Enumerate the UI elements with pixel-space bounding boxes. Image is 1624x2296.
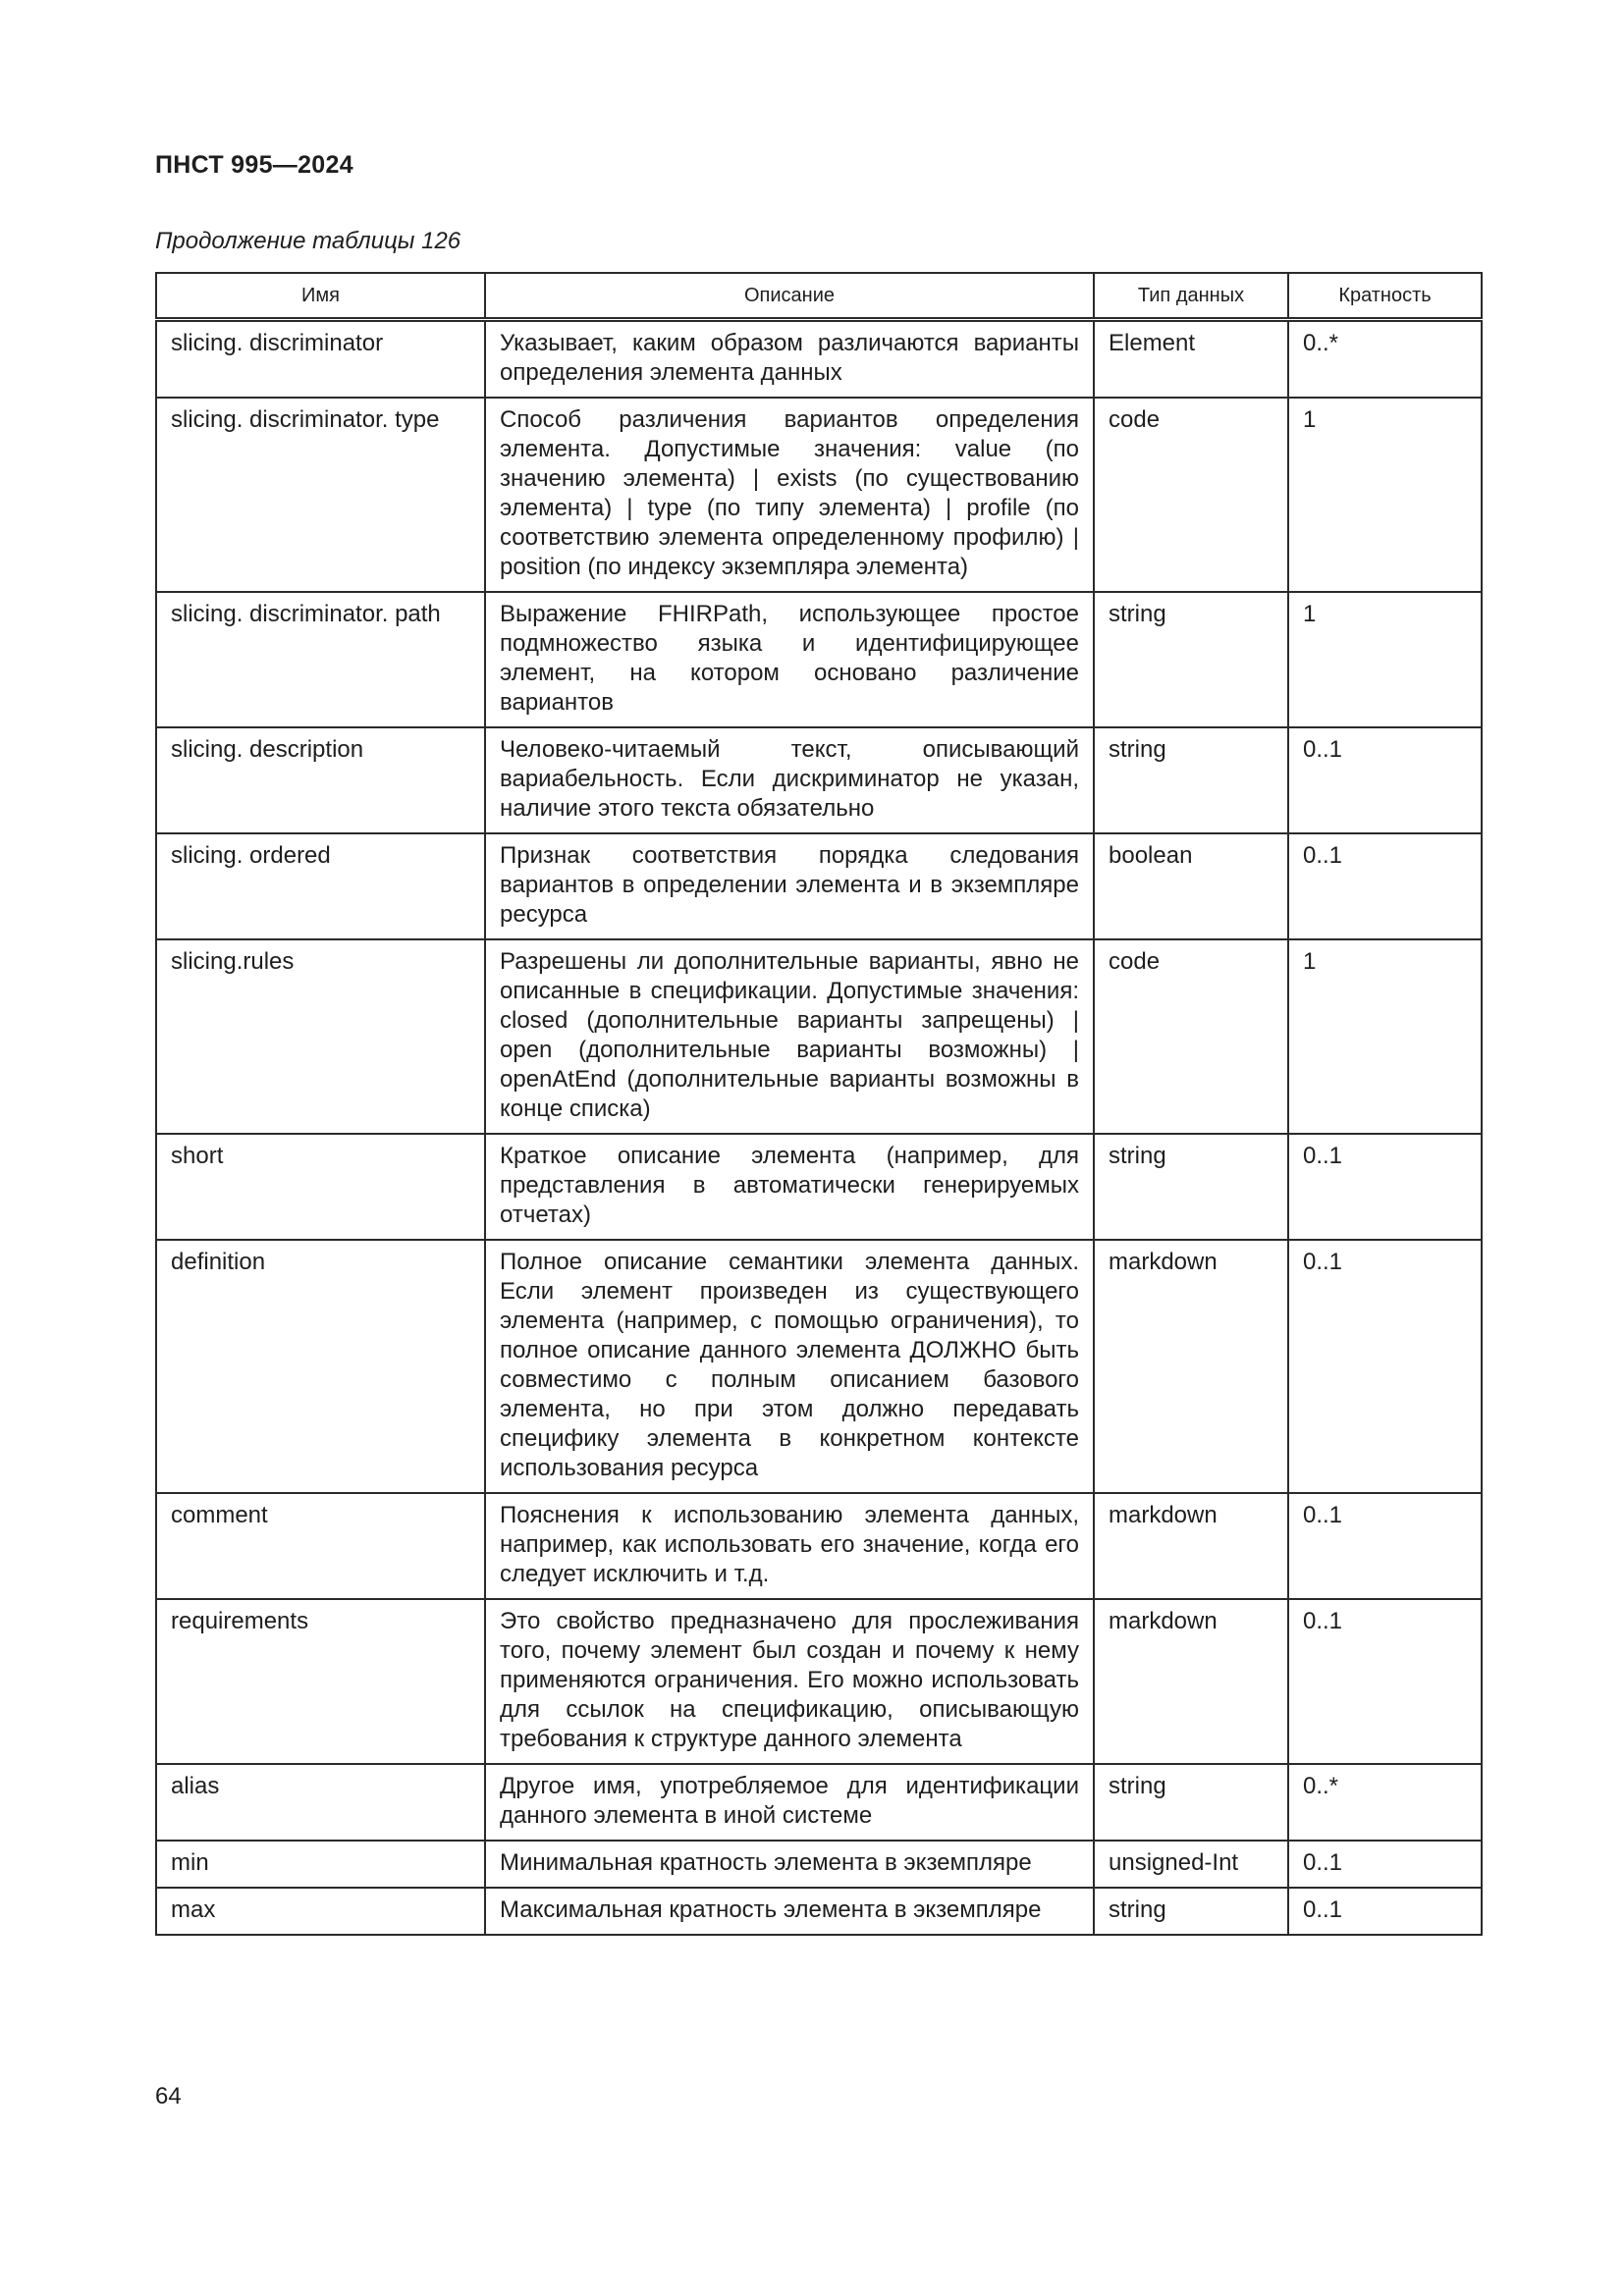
cell-type: string <box>1094 1134 1288 1240</box>
cell-name: slicing. discriminator <box>156 320 485 399</box>
column-header-cardinality: Кратность <box>1288 273 1482 320</box>
cell-type: Element <box>1094 320 1288 399</box>
cell-name: requirements <box>156 1599 485 1764</box>
document-code: ПНСТ 995—2024 <box>155 151 353 179</box>
specification-table <box>155 272 1483 1936</box>
cell-name: slicing. discriminator. type <box>156 398 485 592</box>
cell-name: comment <box>156 1493 485 1599</box>
cell-description: Другое имя, употребляемое для идентификации данного элемента в иной системе <box>485 1764 1094 1841</box>
cell-description: Максимальная кратность элемента в экземпляре <box>485 1888 1094 1935</box>
table-row <box>156 939 1482 1134</box>
cell-type: code <box>1094 939 1288 1134</box>
cell-description: Выражение FHIRPath, использующее простое подмножество языка и идентифицирующее элемент, на котором основано различение вариантов <box>485 592 1094 727</box>
cell-name: slicing. discriminator. path <box>156 592 485 727</box>
table-row <box>156 833 1482 939</box>
cell-name: slicing.rules <box>156 939 485 1134</box>
cell-name: short <box>156 1134 485 1240</box>
cell-cardinality: 1 <box>1288 398 1482 592</box>
cell-description: Минимальная кратность элемента в экземпляре <box>485 1841 1094 1888</box>
cell-type: string <box>1094 1764 1288 1841</box>
table-row <box>156 592 1482 727</box>
table-header-row <box>156 273 1482 320</box>
table-row <box>156 1841 1482 1888</box>
column-header-name: Имя <box>156 273 485 320</box>
table-caption: Продолжение таблицы 126 <box>155 228 461 254</box>
cell-cardinality: 1 <box>1288 939 1482 1134</box>
cell-description: Это свойство предназначено для прослеживания того, почему элемент был создан и почему к нему применяются ограничения. Его можно использовать для ссылок на спецификацию, описывающую требования к структуре данного элемента <box>485 1599 1094 1764</box>
cell-type: unsigned-Int <box>1094 1841 1288 1888</box>
table-row <box>156 320 1482 399</box>
cell-description: Разрешены ли дополнительные варианты, явно не описанные в спецификации. Допустимые значения: closed (дополнительные варианты запрещены) | open (дополнительные варианты возможны) | openAtEnd (дополнительные варианты возможны в конце списка) <box>485 939 1094 1134</box>
table-row <box>156 398 1482 592</box>
table-row <box>156 1764 1482 1841</box>
cell-description: Краткое описание элемента (например, для представления в автоматически генерируемых отчетах) <box>485 1134 1094 1240</box>
table-row <box>156 1599 1482 1764</box>
page-number: 64 <box>155 2083 182 2109</box>
column-header-type: Тип данных <box>1094 273 1288 320</box>
cell-name: max <box>156 1888 485 1935</box>
cell-type: string <box>1094 592 1288 727</box>
cell-cardinality: 0..* <box>1288 320 1482 399</box>
cell-type: markdown <box>1094 1493 1288 1599</box>
cell-description: Способ различения вариантов определения элемента. Допустимые значения: value (по значению элемента) | exists (по существованию элемента) | type (по типу элемента) | profile (по соответствию элемента определенному профилю) | position (по индексу экземпляра элемента) <box>485 398 1094 592</box>
cell-type: markdown <box>1094 1240 1288 1493</box>
cell-name: alias <box>156 1764 485 1841</box>
cell-description: Человеко-читаемый текст, описывающий вариабельность. Если дискриминатор не указан, наличие этого текста обязательно <box>485 727 1094 833</box>
cell-description: Указывает, каким образом различаются варианты определения элемента данных <box>485 320 1094 399</box>
cell-name: definition <box>156 1240 485 1493</box>
cell-description: Полное описание семантики элемента данных. Если элемент произведен из существующего элемента (например, с помощью ограничения), то полное описание данного элемента ДОЛЖНО быть совместимо с полным описанием базового элемента, но при этом должно передавать специфику элемента в конкретном контексте использования ресурса <box>485 1240 1094 1493</box>
cell-type: string <box>1094 1888 1288 1935</box>
cell-cardinality: 0..1 <box>1288 1240 1482 1493</box>
cell-cardinality: 1 <box>1288 592 1482 727</box>
cell-name: slicing. description <box>156 727 485 833</box>
table-row <box>156 1888 1482 1935</box>
cell-cardinality: 0..1 <box>1288 1888 1482 1935</box>
table-row <box>156 727 1482 833</box>
cell-cardinality: 0..* <box>1288 1764 1482 1841</box>
cell-type: boolean <box>1094 833 1288 939</box>
cell-description: Признак соответствия порядка следования вариантов в определении элемента и в экземпляре ресурса <box>485 833 1094 939</box>
cell-cardinality: 0..1 <box>1288 1599 1482 1764</box>
cell-type: markdown <box>1094 1599 1288 1764</box>
cell-type: string <box>1094 727 1288 833</box>
cell-name: min <box>156 1841 485 1888</box>
cell-cardinality: 0..1 <box>1288 833 1482 939</box>
cell-cardinality: 0..1 <box>1288 1841 1482 1888</box>
column-header-description: Описание <box>485 273 1094 320</box>
cell-cardinality: 0..1 <box>1288 1134 1482 1240</box>
table-row <box>156 1134 1482 1240</box>
cell-type: code <box>1094 398 1288 592</box>
cell-cardinality: 0..1 <box>1288 727 1482 833</box>
table-row <box>156 1240 1482 1493</box>
cell-description: Пояснения к использованию элемента данных, например, как использовать его значение, когда его следует исключить и т.д. <box>485 1493 1094 1599</box>
cell-cardinality: 0..1 <box>1288 1493 1482 1599</box>
table-row <box>156 1493 1482 1599</box>
cell-name: slicing. ordered <box>156 833 485 939</box>
